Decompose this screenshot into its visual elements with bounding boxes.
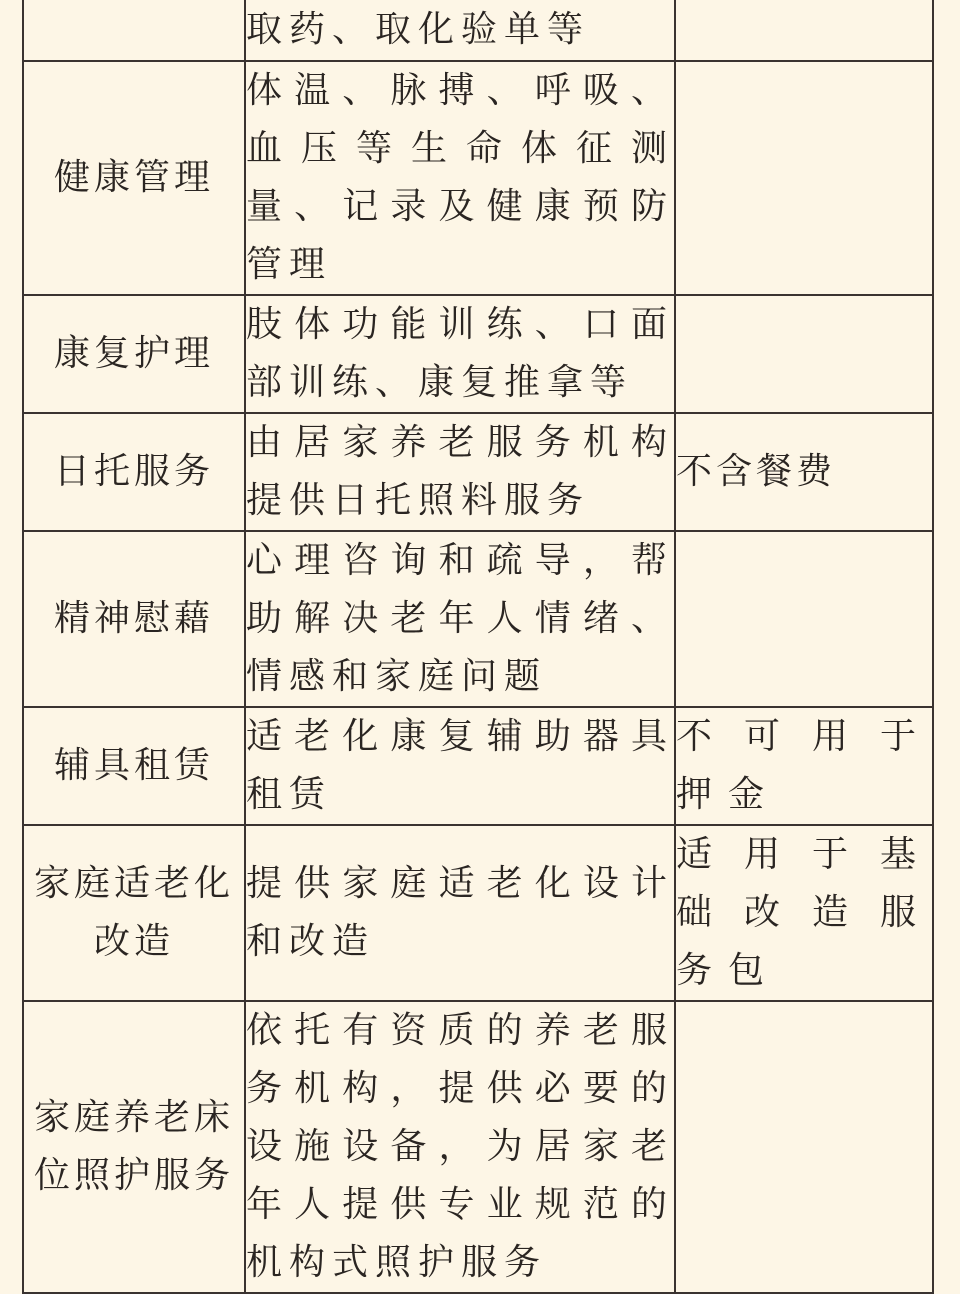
service-note [675,531,933,707]
service-name-cell [23,0,245,61]
service-name: 精神慰藉 [53,598,214,639]
service-content: 依托有资质的养老服务机构，提供必要的设施设备，为居家老年人提供专业规范的机构式照护服务 [245,1001,675,1293]
service-name-cell [23,707,245,825]
table-row [23,295,933,413]
service-note: 适用于基础改造服务包 [675,825,933,1001]
service-content: 适老化康复辅助器具租赁 [245,707,675,825]
table-row [23,0,933,61]
service-content: 体温、脉搏、呼吸、血压等生命体征测量、记录及健康预防管理 [245,61,675,295]
table-row [23,531,933,707]
service-note [675,0,933,61]
table-row [23,707,933,825]
service-content: 心理咨询和疏导，帮助解决老年人情绪、情感和家庭问题 [245,531,675,707]
service-name-cell [23,295,245,413]
service-content: 取药、取化验单等 [245,0,675,61]
service-note: 不可用于押金 [675,707,933,825]
table-row [23,61,933,295]
service-name: 日托服务 [53,451,214,492]
table-row [23,1001,933,1293]
service-name-cell [23,1001,245,1293]
service-name-cell [23,531,245,707]
service-note [675,61,933,295]
service-name: 辅具租赁 [53,745,214,786]
service-name: 家庭养老床位照护服务 [33,1097,234,1196]
service-note: 不含餐费 [675,413,933,531]
service-name: 家庭适老化改造 [33,863,234,962]
service-name-cell [23,61,245,295]
service-note [675,295,933,413]
service-table-container [22,0,932,1283]
service-note [675,1001,933,1293]
service-content: 肢体功能训练、口面部训练、康复推拿等 [245,295,675,413]
service-name-cell [23,825,245,1001]
service-table [22,0,934,1294]
table-row [23,413,933,531]
service-content: 由居家养老服务机构提供日托照料服务 [245,413,675,531]
service-name-cell [23,413,245,531]
table-row [23,825,933,1001]
service-content: 提供家庭适老化设计和改造 [245,825,675,1001]
service-name: 健康管理 [53,157,214,198]
service-name: 康复护理 [53,333,214,374]
